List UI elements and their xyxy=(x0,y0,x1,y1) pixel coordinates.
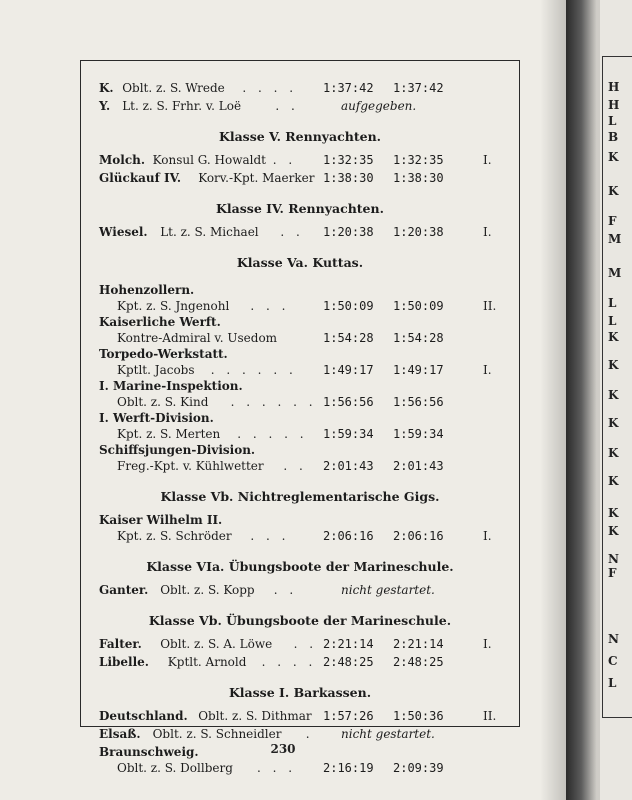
corrected-time: 1:54:28 xyxy=(393,331,444,345)
leader-dots: . . xyxy=(272,153,297,167)
boat-name: Braunschweig. xyxy=(99,745,199,759)
skipper-name: Kontre-Admiral v. Usedom xyxy=(117,331,278,345)
corrected-time: 2:01:43 xyxy=(393,459,444,473)
right-page-letter: K xyxy=(608,446,619,460)
skipper-name: Lt. z. S. Michael xyxy=(160,225,259,239)
skipper-name: Oblt. z. S. Schneidler xyxy=(152,727,282,741)
right-page-letter: N xyxy=(608,552,619,566)
right-page-letter: K xyxy=(608,388,619,402)
boat-name: K. xyxy=(99,81,114,95)
corrected-time: 1:20:38 xyxy=(393,225,444,239)
skipper-name: Lt. z. S. Frhr. v. Loë xyxy=(122,99,242,113)
leader-dots: . . . . . xyxy=(237,427,308,441)
class-heading xyxy=(81,129,519,147)
elapsed-time: 1:20:38 xyxy=(323,225,374,239)
right-page-letter: K xyxy=(608,524,619,538)
skipper-name: Kpt. z. S. Jngenohl xyxy=(117,299,230,313)
status-text: nicht gestartet. xyxy=(341,583,435,597)
boat-name: Y. xyxy=(99,99,111,113)
elapsed-time: 2:06:16 xyxy=(323,529,374,543)
skipper-name: Freg.-Kpt. v. Kühlwetter xyxy=(117,459,264,473)
placing: I. xyxy=(483,225,492,239)
right-page-letter: L xyxy=(608,114,617,128)
corrected-time: 1:38:30 xyxy=(393,171,444,185)
skipper-name: Konsul G. Howaldt xyxy=(152,153,266,167)
right-page-letter: K xyxy=(608,358,619,372)
right-page-letter: K xyxy=(608,506,619,520)
boat-name: Schiffsjungen-Division. xyxy=(99,443,256,457)
boat-name: Kaiserliche Werft. xyxy=(99,315,221,329)
placing: I. xyxy=(483,637,492,651)
right-page-letter: F xyxy=(608,214,617,228)
corrected-time: 1:50:36 xyxy=(393,709,444,723)
leader-dots: . . xyxy=(283,459,307,473)
corrected-time: 2:21:14 xyxy=(393,637,444,651)
leader-dots: . . xyxy=(275,99,299,113)
right-page-letter: K xyxy=(608,184,619,198)
skipper-name: Kpt. z. S. Schröder xyxy=(117,529,232,543)
skipper-name: Oblt. z. S. Kind xyxy=(117,395,209,409)
boat-name: Ganter. xyxy=(99,583,149,597)
leader-dots: . . . . . . xyxy=(230,395,317,409)
corrected-time: 1:32:35 xyxy=(393,153,444,167)
corrected-time: 2:06:16 xyxy=(393,529,444,543)
right-page-letter: K xyxy=(608,330,619,344)
placing: I. xyxy=(483,529,492,543)
right-page-letter: K xyxy=(608,474,619,488)
result-row xyxy=(81,459,519,477)
placing: I. xyxy=(483,153,492,167)
class-heading-text: Klasse Vb. Nichtreglementarische Gigs. xyxy=(160,489,440,504)
leader-dots: . . . . xyxy=(261,655,317,669)
result-row xyxy=(81,761,519,779)
elapsed-time: 1:38:30 xyxy=(323,171,374,185)
right-page-letter: H xyxy=(608,98,620,112)
placing: II. xyxy=(483,709,497,723)
right-page-letter: L xyxy=(608,676,617,690)
right-page-letter: L xyxy=(608,314,617,328)
class-heading-text: Klasse I. Barkassen. xyxy=(228,685,372,700)
boat-name: Wiesel. xyxy=(99,225,148,239)
elapsed-time: 1:56:56 xyxy=(323,395,374,409)
class-heading xyxy=(81,559,519,577)
skipper-name: Oblt. z. S. A. Löwe xyxy=(160,637,273,651)
right-page-letter: N xyxy=(608,632,619,646)
book-gutter xyxy=(566,0,600,800)
corrected-time: 1:59:34 xyxy=(393,427,444,441)
class-heading xyxy=(81,255,519,273)
result-row xyxy=(81,529,519,547)
boat-name: Deutschland. xyxy=(99,709,188,723)
skipper-name: Kptlt. Arnold xyxy=(167,655,247,669)
class-heading xyxy=(81,685,519,703)
elapsed-time: 1:57:26 xyxy=(323,709,374,723)
leader-dots: . . xyxy=(293,637,318,651)
result-row xyxy=(81,637,519,655)
right-page-letter: M xyxy=(608,266,622,280)
right-page-letter: C xyxy=(608,654,618,668)
elapsed-time: 1:59:34 xyxy=(323,427,374,441)
boat-name: Libelle. xyxy=(99,655,149,669)
right-page-letter: B xyxy=(608,130,619,144)
boat-name: I. Werft-Division. xyxy=(99,411,214,425)
elapsed-time: 1:54:28 xyxy=(323,331,374,345)
right-page-letter: K xyxy=(608,150,619,164)
elapsed-time: 2:01:43 xyxy=(323,459,374,473)
class-heading xyxy=(81,201,519,219)
boat-name: Falter. xyxy=(99,637,142,651)
skipper-name: Korv.-Kpt. Maerker xyxy=(198,171,315,185)
result-row xyxy=(81,153,519,171)
right-page-letter: L xyxy=(608,296,617,310)
class-heading-text: Klasse Va. Kuttas. xyxy=(236,255,364,270)
corrected-time: 2:48:25 xyxy=(393,655,444,669)
leader-dots: . . . xyxy=(250,299,290,313)
result-row xyxy=(81,655,519,673)
leader-dots: . . . xyxy=(257,761,297,775)
elapsed-time: 2:16:19 xyxy=(323,761,374,775)
boat-name: I. Marine-Inspektion. xyxy=(99,379,243,393)
elapsed-time: 1:50:09 xyxy=(323,299,374,313)
corrected-time: 1:50:09 xyxy=(393,299,444,313)
leader-dots: . . xyxy=(280,225,304,239)
class-heading xyxy=(81,489,519,507)
elapsed-time: 1:32:35 xyxy=(323,153,374,167)
corrected-time: 2:09:39 xyxy=(393,761,444,775)
result-row xyxy=(81,81,519,99)
result-row xyxy=(81,171,519,189)
boat-name: Elsaß. xyxy=(99,727,141,741)
leader-dots: . . . . . . xyxy=(210,363,297,377)
elapsed-time: 1:37:42 xyxy=(323,81,374,95)
leader-dots: . xyxy=(305,727,314,741)
elapsed-time: 2:48:25 xyxy=(323,655,374,669)
right-book-page-edge xyxy=(600,0,632,800)
right-page-letter: M xyxy=(608,232,622,246)
placing: I. xyxy=(483,363,492,377)
leader-dots: . . . . xyxy=(242,81,298,95)
status-text: aufgegeben. xyxy=(341,99,417,113)
page-curl-shadow xyxy=(540,0,566,800)
class-heading-text: Klasse VIa. Übungsboote der Marineschule. xyxy=(146,559,454,574)
placing: II. xyxy=(483,299,497,313)
result-row xyxy=(81,99,519,117)
skipper-name: Oblt. z. S. Kopp xyxy=(160,583,255,597)
leader-dots: . . xyxy=(273,583,298,597)
right-page-letter: K xyxy=(608,416,619,430)
skipper-name: Oblt. z. S. Wrede xyxy=(122,81,225,95)
corrected-time: 1:49:17 xyxy=(393,363,444,377)
boat-name: Hohenzollern. xyxy=(99,283,195,297)
corrected-time: 1:37:42 xyxy=(393,81,444,95)
class-heading-text: Klasse Vb. Übungsboote der Marineschule. xyxy=(148,613,452,628)
corrected-time: 1:56:56 xyxy=(393,395,444,409)
boat-name: Torpedo-Werkstatt. xyxy=(99,347,228,361)
class-heading-text: Klasse IV. Rennyachten. xyxy=(216,201,384,216)
elapsed-time: 1:49:17 xyxy=(323,363,374,377)
result-row xyxy=(81,225,519,243)
class-heading xyxy=(81,613,519,631)
boat-name: Glückauf IV. xyxy=(99,171,181,185)
boat-name: Kaiser Wilhelm II. xyxy=(99,513,223,527)
skipper-name: Oblt. z. S. Dollberg xyxy=(117,761,233,775)
page-number: 230 xyxy=(270,742,296,756)
skipper-name: Kptlt. Jacobs xyxy=(117,363,195,377)
elapsed-time: 2:21:14 xyxy=(323,637,374,651)
status-text: nicht gestartet. xyxy=(341,727,435,741)
boat-name: Molch. xyxy=(99,153,146,167)
right-page-letter: F xyxy=(608,566,617,580)
skipper-name: Kpt. z. S. Merten xyxy=(117,427,221,441)
right-page-letter: H xyxy=(608,80,620,94)
leader-dots: . . . xyxy=(250,529,290,543)
skipper-name: Oblt. z. S. Dithmar xyxy=(198,709,312,723)
class-heading-text: Klasse V. Rennyachten. xyxy=(218,129,382,144)
result-row xyxy=(81,709,519,727)
result-row xyxy=(81,583,519,601)
